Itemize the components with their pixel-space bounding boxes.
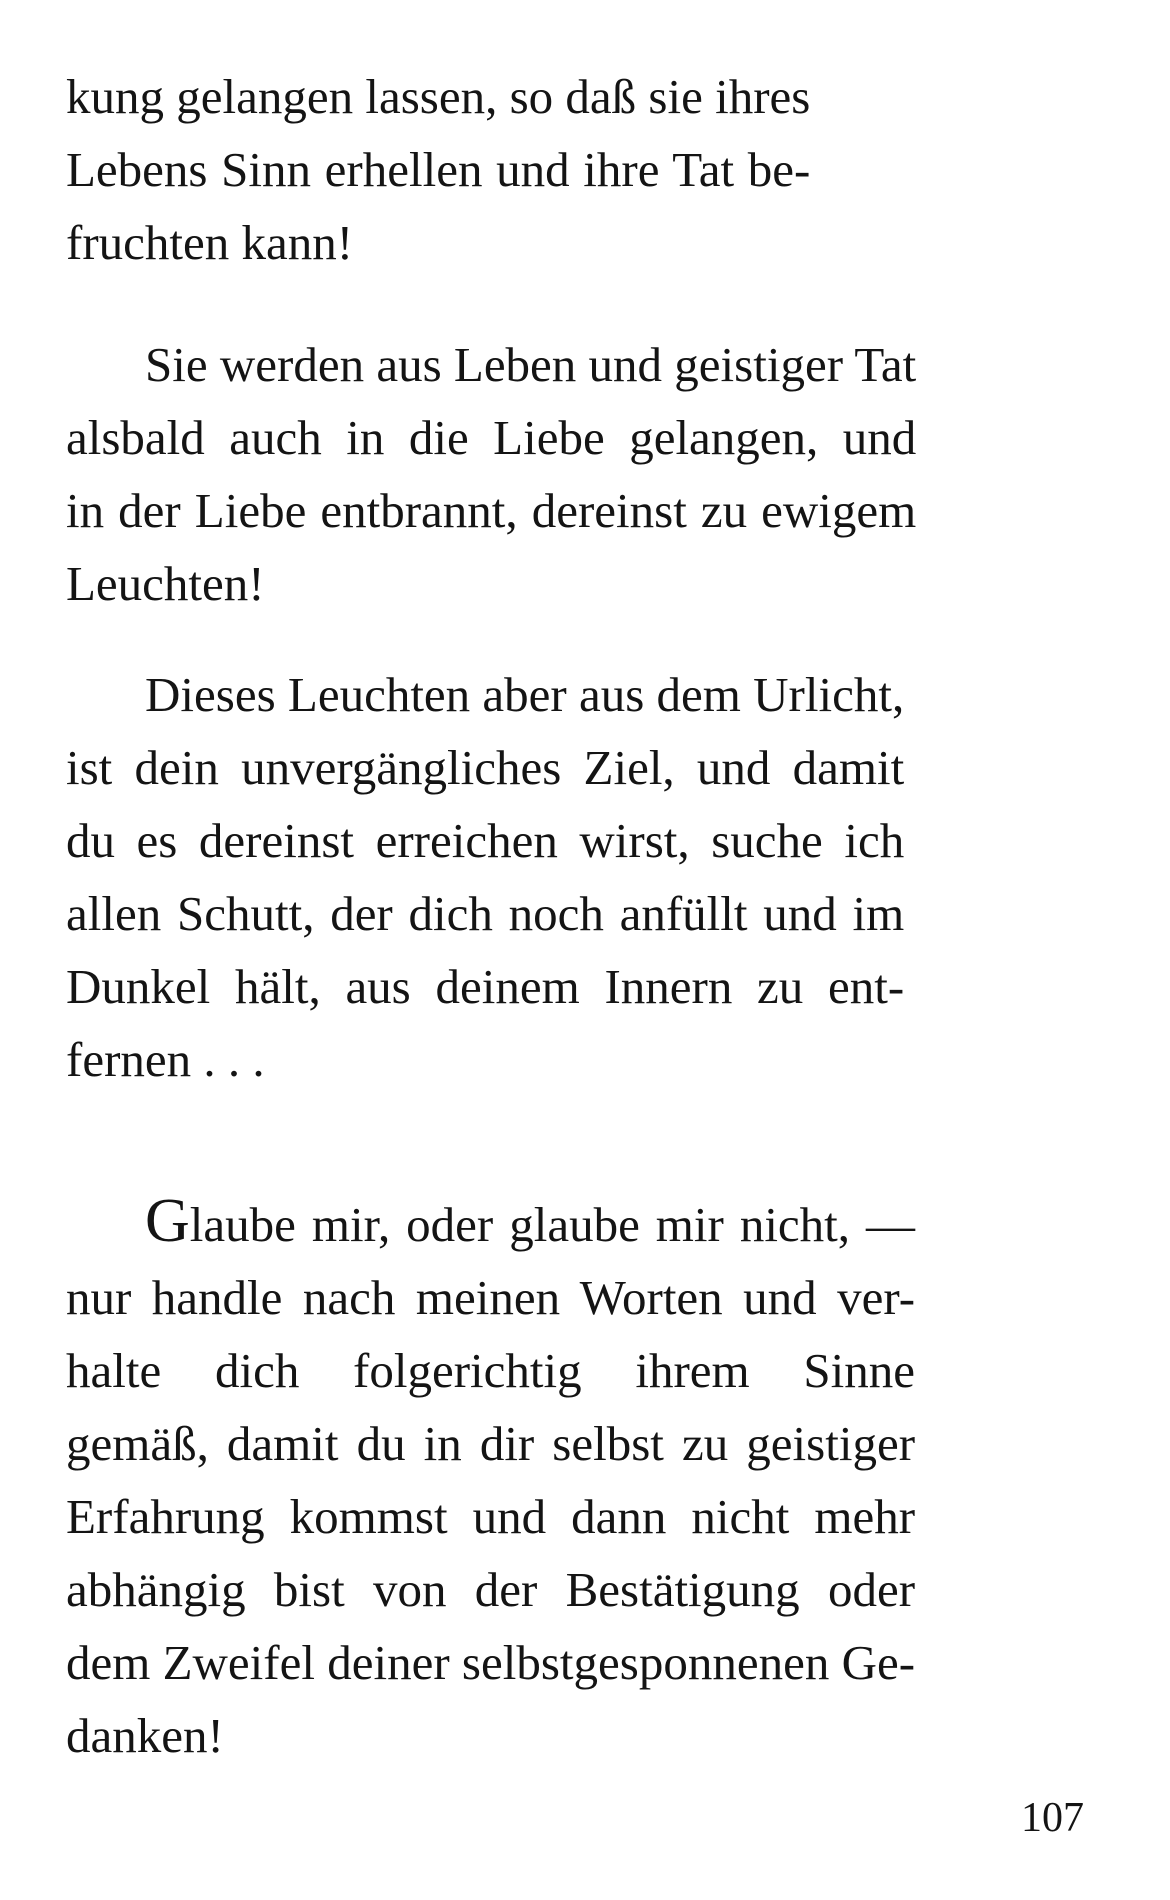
paragraph-4 [66, 1185, 915, 1772]
page-number: 107 [1021, 1795, 1084, 1841]
text-line: dem Zweifel deiner selbstgesponnenen Ge- [66, 1635, 916, 1690]
initial-letter: G [145, 1187, 190, 1255]
text-line: Sie werden aus Leben und geistiger Tat [145, 337, 917, 392]
text-line: du es dereinst erreichen wirst, suche ich [66, 813, 905, 868]
text-line: kung gelangen lassen, so daß sie ihres [66, 69, 811, 124]
text-line: fruchten kann! [66, 215, 354, 270]
paragraph-2 [66, 328, 916, 620]
text-line: Erfahrung kommst und dann nicht mehr [66, 1489, 916, 1544]
text-line: Lebens Sinn erhellen und ihre Tat be- [66, 142, 811, 197]
text-line: Leuchten! [66, 556, 265, 611]
text-line: abhängig bist von der Bestätigung oder [66, 1562, 916, 1617]
text-line-rest: laube mir, oder glaube mir nicht, — [189, 1197, 916, 1252]
text-line: danken! [66, 1708, 224, 1763]
text-line: ist dein unvergängliches Ziel, und damit [66, 740, 905, 795]
text-line: alsbald auch in die Liebe gelangen, und [66, 410, 917, 465]
text-line: allen Schutt, der dich noch anfüllt und im [66, 886, 905, 941]
paragraph-3 [66, 658, 904, 1096]
text-line: nur handle nach meinen Worten und ver- [66, 1270, 916, 1325]
text-line [66, 1185, 915, 1261]
text-line: fernen . . . [66, 1032, 265, 1087]
text-line: Dieses Leuchten aber aus dem Urlicht, [145, 667, 905, 722]
text-line: gemäß, damit du in dir selbst zu geistiger [66, 1416, 916, 1471]
paragraph-1 [66, 60, 810, 279]
text-line: Dunkel hält, aus deinem Innern zu ent- [66, 959, 905, 1014]
text-line: halte dich folgerichtig ihrem Sinne [66, 1343, 916, 1398]
text-line: in der Liebe entbrannt, dereinst zu ewigem [66, 483, 917, 538]
